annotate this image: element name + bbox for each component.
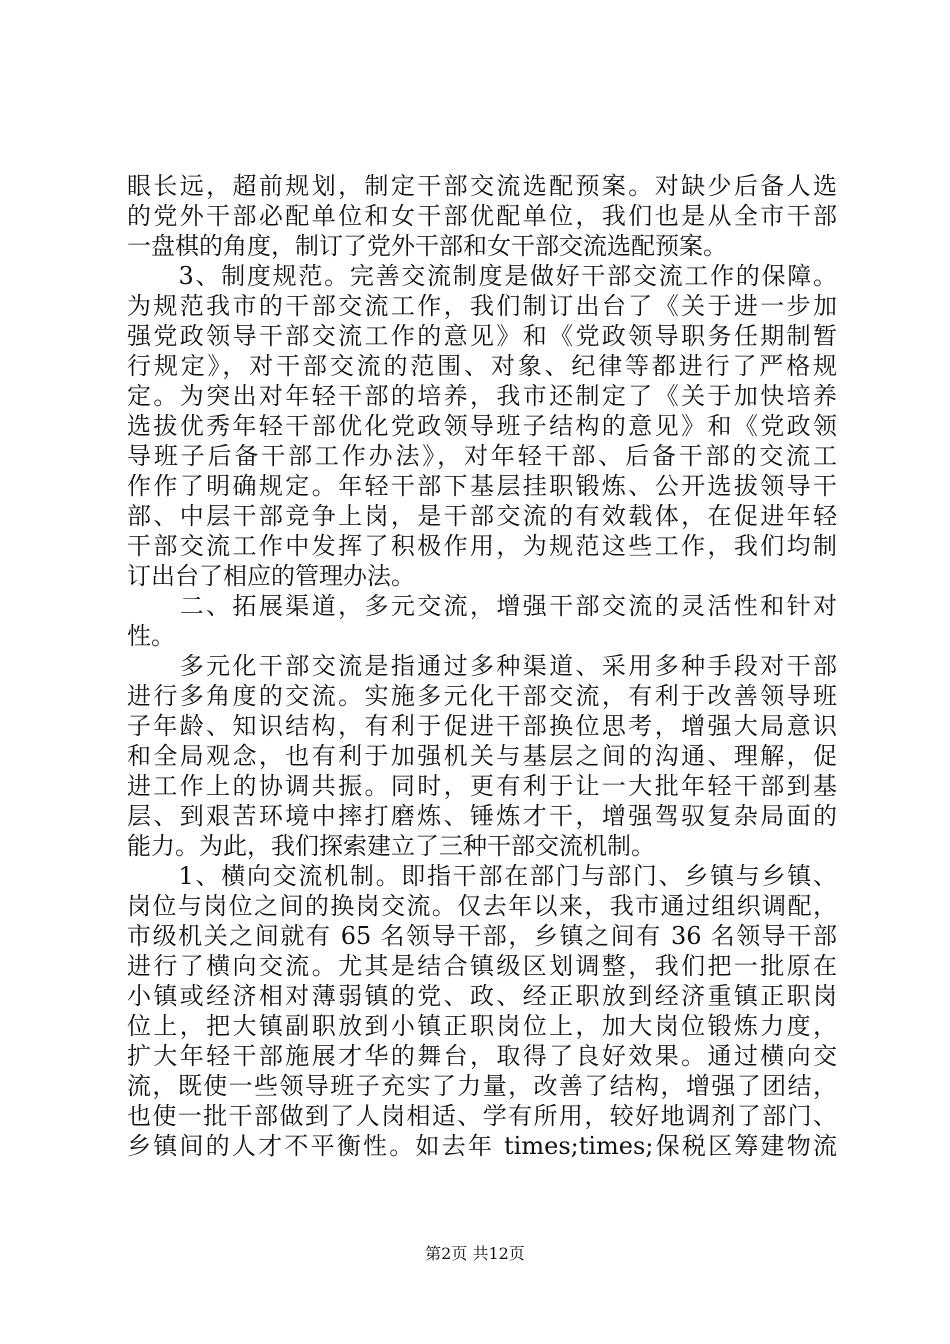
text-line: 行规定》，对干部交流的范围、对象、纪律等都进行了严格规 (127, 352, 837, 380)
text-line: 位上，把大镇副职放到小镇正职岗位上，加大岗位锻炼力度， (127, 1012, 837, 1040)
text-line: 眼长远，超前规划，制定干部交流选配预案。对缺少后备人选 (127, 172, 837, 200)
text-line: 选拔优秀年轻干部优化党政领导班子结构的意见》和《党政领 (127, 412, 837, 440)
text-line: 流，既使一些领导班子充实了力量，改善了结构，增强了团结， (127, 1072, 837, 1100)
text-line: 的党外干部必配单位和女干部优配单位，我们也是从全市干部 (127, 202, 837, 230)
text-line: 1、横向交流机制。即指干部在部门与部门、乡镇与乡镇、 (127, 862, 837, 890)
text-line: 部、中层干部竞争上岗，是干部交流的有效载体，在促进年轻 (127, 502, 837, 530)
text-line: 定。为突出对年轻干部的培养，我市还制定了《关于加快培养 (127, 382, 837, 410)
text-line: 干部交流工作中发挥了积极作用，为规范这些工作，我们均制 (127, 532, 837, 560)
text-line: 岗位与岗位之间的换岗交流。仅去年以来，我市通过组织调配， (127, 892, 837, 920)
text-line: 也使一批干部做到了人岗相适、学有所用，较好地调剂了部门、 (127, 1102, 837, 1130)
text-line: 作作了明确规定。年轻干部下基层挂职锻炼、公开选拔领导干 (127, 472, 837, 500)
text-line: 二、拓展渠道，多元交流，增强干部交流的灵活性和针对 (127, 592, 837, 620)
text-line: 为规范我市的干部交流工作，我们制订出台了《关于进一步加 (127, 292, 837, 320)
text-line: 进工作上的协调共振。同时，更有利于让一大批年轻干部到基 (127, 772, 837, 800)
text-line: 和全局观念，也有利于加强机关与基层之间的沟通、理解，促 (127, 742, 837, 770)
text-line: 子年龄、知识结构，有利于促进干部换位思考，增强大局意识 (127, 712, 837, 740)
text-line: 多元化干部交流是指通过多种渠道、采用多种手段对干部 (127, 652, 837, 680)
text-line: 订出台了相应的管理办法。 (127, 562, 415, 590)
text-line: 导班子后备干部工作办法》，对年轻干部、后备干部的交流工 (127, 442, 837, 470)
page-footer: 第2页 共12页 (425, 1244, 525, 1263)
text-line: 市级机关之间就有 65 名领导干部，乡镇之间有 36 名领导干部 (127, 922, 837, 950)
text-line: 乡镇间的人才不平衡性。如去年 times;times;保税区筹建物流 (127, 1132, 837, 1160)
text-line: 扩大年轻干部施展才华的舞台，取得了良好效果。通过横向交 (127, 1042, 837, 1070)
text-line: 层、到艰苦环境中摔打磨炼、锤炼才干，增强驾驭复杂局面的 (127, 802, 837, 830)
text-line: 强党政领导干部交流工作的意见》和《党政领导职务任期制暂 (127, 322, 837, 350)
text-line: 3、制度规范。完善交流制度是做好干部交流工作的保障。 (127, 262, 837, 290)
text-line: 性。 (127, 622, 175, 650)
text-line: 一盘棋的角度，制订了党外干部和女干部交流选配预案。 (127, 232, 727, 260)
body-text (127, 171, 837, 1161)
text-line: 进行多角度的交流。实施多元化干部交流，有利于改善领导班 (127, 682, 837, 710)
text-line: 进行了横向交流。尤其是结合镇级区划调整，我们把一批原在 (127, 952, 837, 980)
text-line: 能力。为此，我们探索建立了三种干部交流机制。 (127, 832, 655, 860)
text-line: 小镇或经济相对薄弱镇的党、政、经正职放到经济重镇正职岗 (127, 982, 837, 1010)
